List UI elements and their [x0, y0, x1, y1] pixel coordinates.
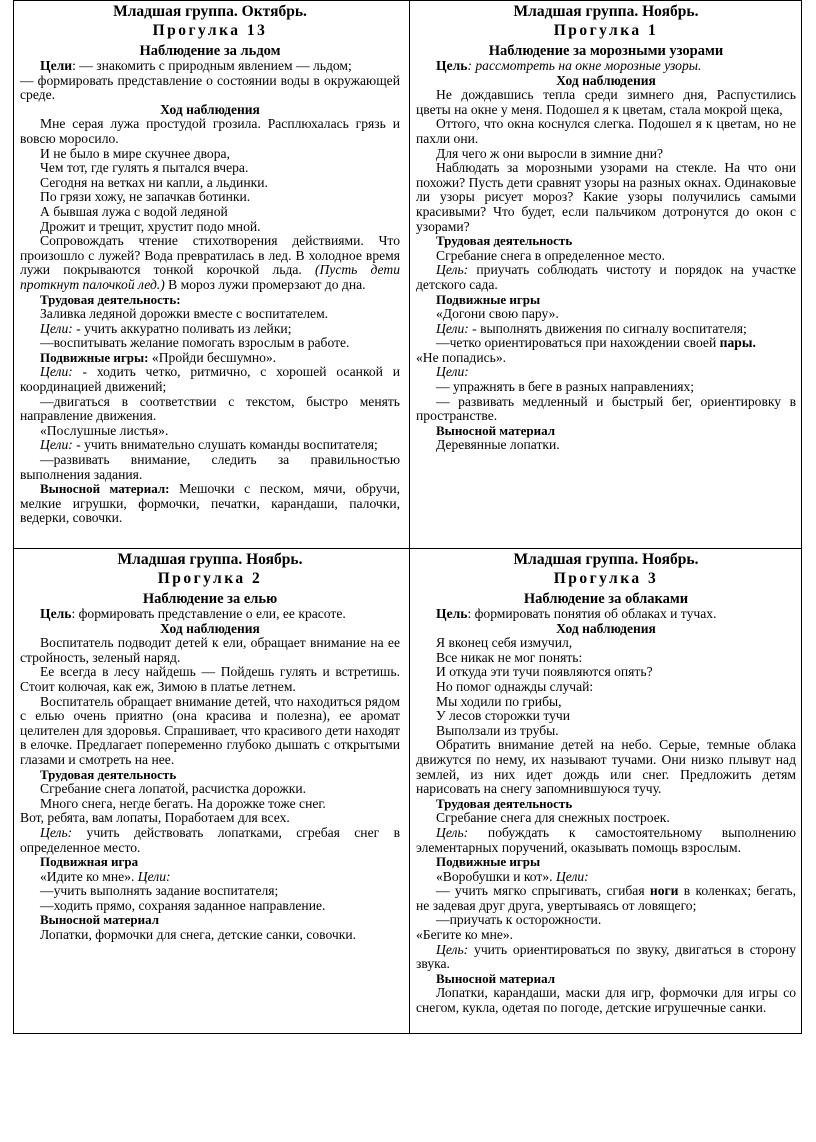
labor-goal: Цель: приучать соблюдать чистоту и порядок на участке детского сада. [416, 262, 796, 292]
labor-goal: Цель: побуждать к самостоятельному выполнению элементарных поручений, оказывать помощь взрослым. [416, 824, 796, 855]
poem-line: У лесов сторожки тучи [436, 708, 571, 724]
game-name: «Догони свою пару». [436, 306, 559, 322]
walk-number: Прогулка 3 [553, 570, 659, 587]
materials-text: Лопатки, карандаши, маски для игр, формочки для игры со снегом, кукла, одетая по погоде, детские игрушечные санки. [416, 985, 796, 1016]
poem-line: Выползали из трубы. [436, 722, 559, 738]
games-heading: Подвижные игры: «Пройди бесшумно». [40, 349, 277, 365]
labor-heading: Трудовая деятельность [436, 233, 573, 249]
game-goal-line: —учить выполнять задание воспитателя; [40, 883, 279, 899]
cell-title: Младшая группа. Ноябрь. [117, 551, 303, 568]
labor-text: Сгребание снега для снежных построек. [436, 810, 670, 826]
materials: Выносной материал: Мешочки с песком, мячи, обручи, мелкие игрушки, формочки, печатки, карандаши, палочки, ведерки, совочки. [20, 481, 401, 526]
goal: Цель: рассмотреть на окне морозные узоры. [436, 58, 702, 73]
cell-walk-13 [14, 3, 406, 526]
labor-goal: Цель: учить действовать лопатками, сгребая снег в определенное место. [20, 824, 400, 855]
labor-goal: Цели: - учить аккуратно поливать из лейки; [40, 320, 292, 336]
course-heading: Ход наблюдения [160, 620, 260, 636]
cell-walk-3 [410, 551, 802, 1016]
game-name: «Воробушки и кот». Цели: [436, 868, 589, 884]
observation-text: Воспитатель подводит детей к ели, обращает внимание на ее стройность, зеленый наряд. [20, 635, 400, 665]
game-goal-line: —четко ориентироваться при нахождении своей пары. [436, 335, 756, 351]
labor-text: Сгребание снега в определенное место. [436, 247, 665, 263]
goal-line: — формировать представление о состоянии воды в окружающей среде. [20, 72, 400, 103]
poem-line: А бывшая лужа с водой ледяной [40, 203, 228, 219]
poem-line: Не дождавшись тепла среди зимнего дня, Распустились цветы на окне у меня. Подошел я к цветам, стала мокрой щека, [416, 87, 796, 117]
observation-title: Наблюдение за облаками [523, 591, 689, 607]
materials-text: Деревянные лопатки. [436, 437, 560, 453]
poem-line: Оттого, что окна коснулся слегка. Подошел я к цветам, но не пахли они. [416, 116, 796, 146]
poem-line: Для чего ж они выросли в зимние дни? [436, 145, 664, 161]
goal: Цель: формировать понятия об облаках и тучах. [436, 606, 717, 621]
materials-heading: Выносной материал [436, 970, 556, 986]
observation-title: Наблюдение за елью [142, 591, 278, 607]
game-goal: Цели: - ходить четко, ритмично, с хорошей осанкой и координацией движений; [20, 364, 400, 395]
poem-line: Мне серая лужа простудой грозила. Расплюхалась грязь и вовсю моросило. [20, 116, 400, 146]
game-goal-line: — учить мягко спрыгивать, сгибая ноги в коленках; бегать, не задевая друг друга, увертываясь от ловящего; [416, 883, 796, 913]
row-divider [14, 548, 801, 549]
poem-line: Все никак не мог понять: [436, 649, 583, 665]
game-goal: Цель: учить ориентироваться по звуку, двигаться в сторону звука. [416, 941, 796, 972]
game-goal-label: Цели: [436, 364, 469, 380]
poem-text: Ее всегда в лесу найдешь — Пойдешь гулять и встретишь. Стоит колючая, как еж, Зимою в платье летнем. [20, 664, 400, 694]
cell-title: Младшая группа. Ноябрь. [513, 3, 699, 20]
game-goal-line: —двигаться в соответствии с текстом, быстро менять направление движения. [20, 393, 400, 424]
game-name: «Послушные листья». [40, 422, 169, 438]
poem-line: Дрожит и трещит, хрустит подо мной. [40, 218, 261, 234]
game-goal-line: —приучать к осторожности. [436, 912, 602, 928]
materials-heading: Выносной материал [40, 912, 160, 928]
poem-line: И не было в мире скучнее двора, [40, 145, 230, 161]
observation-title: Наблюдение за льдом [139, 43, 281, 59]
game-name: «Бегите ко мне». [416, 927, 514, 943]
observation-title: Наблюдение за морозными узорами [488, 43, 724, 59]
cell-title: Младшая группа. Октябрь. [113, 3, 307, 20]
walk-number: Прогулка 2 [157, 570, 263, 587]
games-heading: Подвижные игры [436, 291, 541, 307]
poem-line: Но помог однажды случай: [436, 678, 594, 694]
poem-line: Сегодня на ветках ни капли, а льдинки. [40, 174, 268, 190]
labor-text: Сгребание снега лопатой, расчистка дорожки. [40, 781, 307, 797]
walk-number: Прогулка 1 [553, 22, 659, 39]
games-heading: Подвижные игры [436, 854, 541, 870]
game-name: «Идите ко мне». Цели: [40, 868, 171, 884]
materials-heading: Выносной материал [436, 422, 556, 438]
poem-line: По грязи хожу, не запачкав ботинки. [40, 189, 251, 205]
labor-text: Заливка ледяной дорожки вместе с воспитателем. [40, 306, 329, 322]
course-heading: Ход наблюдения [160, 101, 260, 117]
course-heading: Ход наблюдения [556, 72, 656, 88]
cell-title: Младшая группа. Ноябрь. [513, 551, 699, 568]
game-goal-line: —ходить прямо, сохраняя заданное направление. [40, 897, 326, 913]
game-goal: Цели: - выполнять движения по сигналу воспитателя; [436, 320, 747, 336]
course-heading: Ход наблюдения [556, 620, 656, 636]
cell-walk-1 [410, 3, 802, 453]
observation-text: Обратить внимание детей на небо. Серые, темные облака движутся по нему, их называют тучами. Они низко плывут над землей, из них идет дождь или снег. Предложить детям нарисовать на снегу запомнившуюся тучу. [416, 737, 796, 797]
labor-goal-line: —воспитывать желание помогать взрослым в работе. [40, 335, 350, 351]
goal: Цели: — знакомить с природным явлением — льдом; [40, 58, 352, 73]
cell-walk-2 [14, 551, 406, 943]
poem-line: Много снега, негде бегать. На дорожке тоже снег. [40, 795, 326, 811]
game-goal-line: — упражнять в беге в разных направлениях; [436, 379, 695, 395]
labor-heading: Трудовая деятельность: [40, 291, 181, 307]
game-goal: Цели: - учить внимательно слушать команды воспитателя; [40, 437, 378, 453]
poem-line: Вот, ребята, вам лопаты, Поработаем для всех. [20, 810, 290, 826]
materials-text: Лопатки, формочки для снега, детские санки, совочки. [40, 927, 357, 943]
walk-number: Прогулка 13 [152, 22, 268, 39]
games-heading: Подвижная игра [40, 854, 139, 870]
observation-text: Воспитатель обращает внимание детей, что находиться рядом с елью очень приятно (она красива и полезна), ее аромат целителен для здоровья. Спрашивает, что красивого дети находят в елочке. Предлагает попеременно глубоко дышать с открытыми глазами и смотреть на нее. [20, 693, 400, 767]
goal: Цель: формировать представление о ели, ее красоте. [40, 606, 346, 621]
game-goal-line: — развивать медленный и быстрый бег, ориентировку в пространстве. [416, 393, 796, 424]
observation-text: Наблюдать за морозными узорами на стекле. На что они похожи? Пусть дети сравнят узоры на разных окнах. Одинаковые ли узоры рисует мороз? Какие узоры получились самыми красивыми? Что будет, если пальчиком дотронутся до окон с узорами? [416, 160, 796, 234]
activity-text: Сопровождать чтение стихотворения действиями. Что произошло с лужей? Вода превратилась в лед. В холодное время лужи покрываются тонкой корочкой льда. (Пусть дети проткнут палочкой лед.) В мороз лужи промерзают до дна. [20, 233, 401, 292]
labor-heading: Трудовая деятельность [436, 795, 573, 811]
poem-line: Мы ходили по грибы, [436, 693, 562, 709]
poem-line: Я вконец себя измучил, [436, 635, 573, 651]
game-name: «Не попадись». [416, 349, 507, 365]
poem-line: Чем тот, где гулять я пытался вчера. [40, 160, 249, 176]
poem-line: И откуда эти тучи появляются опять? [436, 664, 653, 680]
labor-heading: Трудовая деятельность [40, 766, 177, 782]
game-goal-line: —развивать внимание, следить за правильностью выполнения задания. [20, 452, 400, 482]
